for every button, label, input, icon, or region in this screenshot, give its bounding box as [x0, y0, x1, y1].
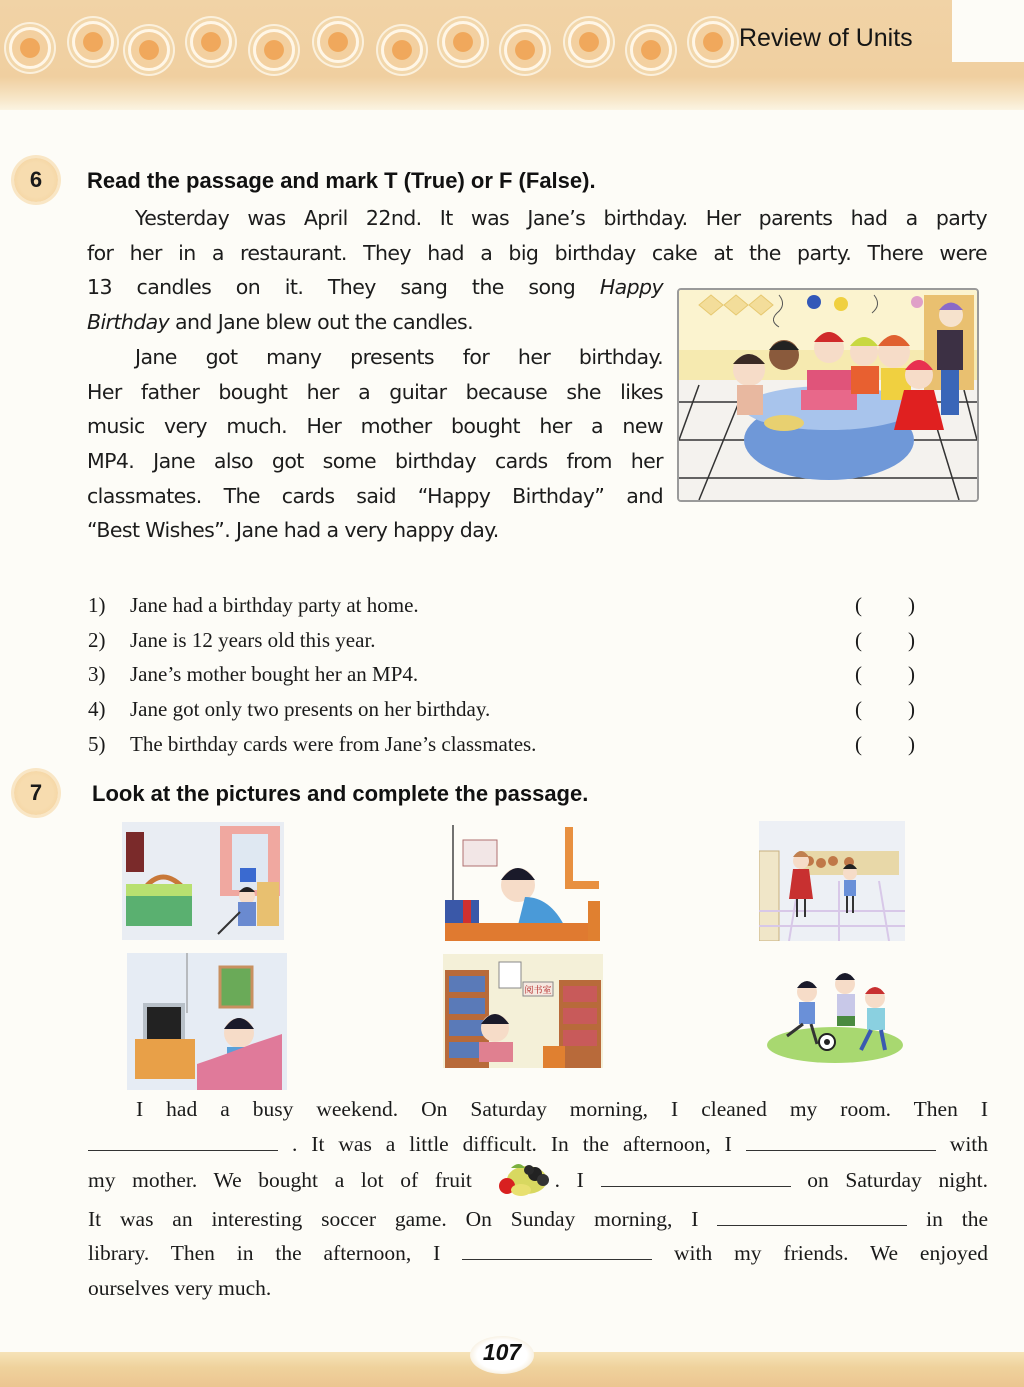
question-number: 4) [88, 697, 106, 722]
picture-shopping-with-mother [759, 821, 905, 941]
exercise-number-badge: 6 [14, 158, 58, 202]
decorative-circle-icon [504, 29, 546, 71]
birthday-party-illustration [677, 288, 979, 502]
decorative-circle-icon [442, 21, 484, 63]
exercise-instruction: Look at the pictures and complete the passage. [92, 781, 589, 806]
decorative-circle-icon [317, 21, 359, 63]
answer-blank[interactable] [855, 588, 915, 623]
question-text: Jane is 12 years old this year. [130, 627, 376, 652]
paren-open: ( [855, 627, 862, 652]
question-row [88, 588, 928, 623]
cleaning-room-icon [122, 822, 284, 940]
library-sign: 阅书室 [524, 986, 552, 996]
passage-line: classmates. The cards said “Happy Birthday” and [87, 483, 663, 508]
passage-text: on Saturday night. [807, 1167, 989, 1192]
passage-line: Jane got many presents for her birthday. [135, 344, 663, 369]
exercise-instruction: Read the passage and mark T (True) or F (False). [87, 168, 596, 193]
passage-text: library. Then in the afternoon, I [88, 1241, 441, 1266]
question-text: Jane got only two presents on her birthday. [130, 697, 491, 722]
picture-watching-tv [127, 953, 287, 1090]
doing-homework-icon [443, 825, 603, 941]
question-row [88, 623, 928, 658]
answer-blank-1[interactable] [88, 1130, 278, 1151]
fruit-icon [489, 1158, 555, 1198]
reading-library-icon [443, 954, 603, 1068]
question-row [88, 727, 928, 762]
paren-close: ) [908, 662, 915, 687]
playing-soccer-icon [765, 970, 905, 1065]
answer-blank-5[interactable] [462, 1239, 652, 1260]
passage-line [87, 305, 663, 340]
header-title: Review of Units [739, 24, 913, 52]
decorative-circle-icon [253, 29, 295, 71]
passage-line: music very much. Her mother bought her a new [87, 414, 663, 439]
true-false-questions [88, 588, 928, 761]
passage-line [88, 1162, 988, 1202]
answer-blank-2[interactable] [746, 1130, 936, 1151]
question-text: The birthday cards were from Jane’s classmates. [130, 731, 537, 756]
paren-open: ( [855, 697, 862, 722]
passage-line [88, 1127, 988, 1162]
passage-line [88, 1092, 988, 1127]
question-text: Jane had a birthday party at home. [130, 593, 419, 617]
decorative-circle-icon [190, 21, 232, 63]
passage-line [88, 1271, 988, 1306]
answer-blank[interactable] [855, 623, 915, 658]
question-row [88, 692, 928, 727]
picture-cleaning-room [122, 822, 284, 940]
answer-blank-3[interactable] [601, 1166, 791, 1187]
watching-tv-icon [127, 953, 287, 1090]
question-row [88, 657, 928, 692]
passage-text: my mother. We bought a lot of fruit [88, 1167, 472, 1192]
decorative-circle-icon [568, 21, 610, 63]
party-scene-icon [679, 290, 977, 500]
passage-text: and Jane blew out the candles. [175, 310, 474, 335]
decorative-circle-icon [381, 29, 423, 71]
passage-line: for her in a restaurant. They had a big birthday cake at the party. There were [87, 240, 987, 265]
answer-blank[interactable] [855, 727, 915, 762]
passage-text: with [949, 1131, 989, 1156]
exercise-number-badge: 7 [14, 771, 58, 815]
song-title: Happy [599, 275, 663, 300]
passage-line [87, 270, 663, 305]
passage-line: MP4. Jane also got some birthday cards from her [87, 448, 663, 473]
passage-text: . It was a little difficult. In the afternoon, I [291, 1131, 732, 1156]
passage-line: Her father bought her a guitar because she likes [87, 379, 663, 404]
question-number: 5) [88, 731, 106, 756]
fill-in-passage [88, 1092, 988, 1306]
passage-text: . I [554, 1167, 584, 1192]
passage-text: ourselves very much. [88, 1276, 272, 1301]
answer-blank-4[interactable] [717, 1205, 907, 1226]
answer-blank[interactable] [855, 692, 915, 727]
paren-close: ) [908, 731, 915, 756]
paren-open: ( [855, 593, 862, 617]
paren-open: ( [855, 731, 862, 756]
page-number: 107 [482, 1339, 522, 1365]
passage-text: I had a busy weekend. On Saturday morning, I cleaned my room. Then I [136, 1097, 988, 1121]
passage-text: 13 candles on it. They sang the song [87, 275, 600, 300]
decorative-circle-icon [630, 29, 672, 71]
song-title: Birthday [87, 310, 170, 335]
header-tab [952, 0, 1024, 62]
passage-text: with my friends. We enjoyed [674, 1241, 988, 1266]
passage-line: Yesterday was April 22nd. It was Jane’s birthday. Her parents had a party [135, 206, 987, 230]
decorative-circle-icon [9, 27, 51, 69]
passage-line: “Best Wishes”. Jane had a very happy day. [87, 518, 499, 543]
passage-line [88, 1202, 988, 1237]
decorative-circle-icon [128, 29, 170, 71]
question-number: 1) [88, 593, 106, 617]
paren-close: ) [908, 627, 915, 652]
picture-reading-in-library [443, 954, 603, 1068]
passage-text: It was an interesting soccer game. On Sunday morning, I [88, 1206, 699, 1231]
answer-blank[interactable] [855, 657, 915, 692]
question-number: 3) [88, 662, 106, 687]
decorative-circle-icon [692, 21, 734, 63]
question-text: Jane’s mother bought her an MP4. [130, 662, 419, 687]
question-number: 2) [88, 627, 106, 652]
paren-open: ( [855, 662, 862, 687]
decorative-circle-icon [72, 21, 114, 63]
header-band [0, 0, 1024, 110]
picture-doing-homework [443, 825, 603, 941]
picture-playing-soccer [765, 970, 905, 1065]
passage-line [88, 1236, 988, 1271]
shopping-icon [759, 821, 905, 941]
paren-close: ) [908, 593, 915, 617]
passage-text: in the [926, 1206, 989, 1231]
paren-close: ) [908, 697, 915, 722]
